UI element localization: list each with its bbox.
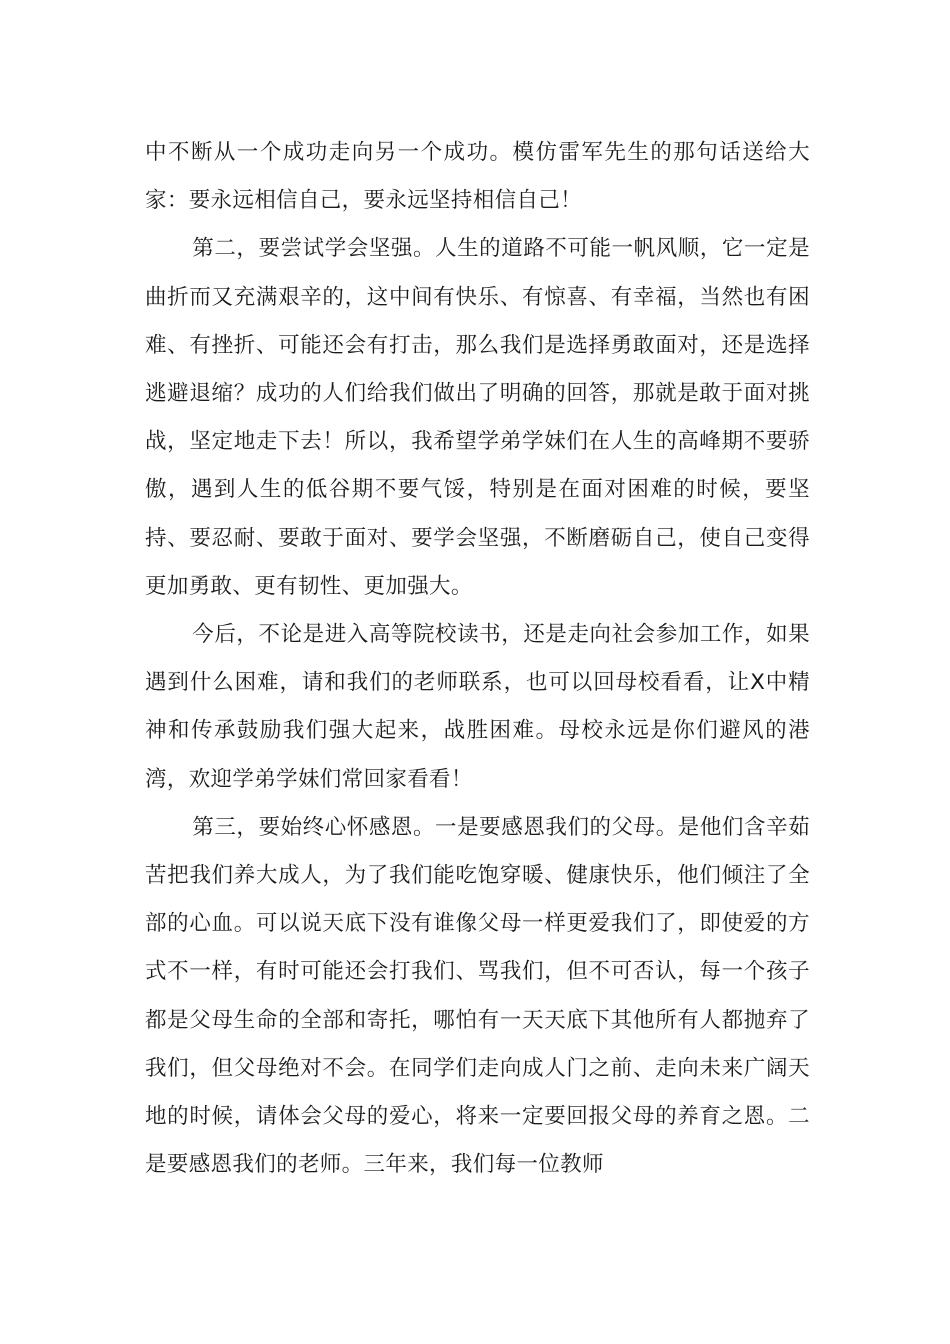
paragraph-1: 中不断从一个成功走向另一个成功。模仿雷军先生的那句话送给大家：要永远相信自己，要永远坚持相信自己！	[145, 140, 810, 214]
paragraph-4: 第三，要始终心怀感恩。一是要感恩我们的父母。是他们含辛茹苦把我们养大成人，为了我们能吃饱穿暖、健康快乐，他们倾注了全部的心血。可以说天底下没有谁像父母一样更爱我们了，即使爱的方式不一样，有时可能还会打我们、骂我们，但不可否认，每一个孩子都是父母生命的全部和寄托，哪怕有一天天底下其他所有人都抛弃了我们，但父母绝对不会。在同学们走向成人门之前、走向未来广阔天地的时候，请体会父母的爱心，将来一定要回报父母的养育之恩。二是要感恩我们的老师。三年来，我们每一位教师	[145, 814, 810, 1178]
paragraph-2: 第二，要尝试学会坚强。人生的道路不可能一帆风顺，它一定是曲折而又充满艰辛的，这中间有快乐、有惊喜、有幸福，当然也有困难、有挫折、可能还会有打击，那么我们是选择勇敢面对，还是选择逃避退缩？成功的人们给我们做出了明确的回答，那就是敢于面对挑战，坚定地走下去！所以，我希望学弟学妹们在人生的高峰期不要骄傲，遇到人生的低谷期不要气馁，特别是在面对困难的时候，要坚持、要忍耐、要敢于面对、要学会坚强，不断磨砺自己，使自己变得更加勇敢、更有韧性、更加强大。	[145, 236, 810, 599]
paragraph-3: 今后，不论是进入高等院校读书，还是走向社会参加工作，如果遇到什么困难，请和我们的老师联系，也可以回母校看看，让X中精神和传承鼓励我们强大起来，战胜困难。母校永远是你们避风的港湾，欢迎学弟学妹们常回家看看！	[145, 622, 810, 792]
document-body	[145, 129, 810, 1189]
